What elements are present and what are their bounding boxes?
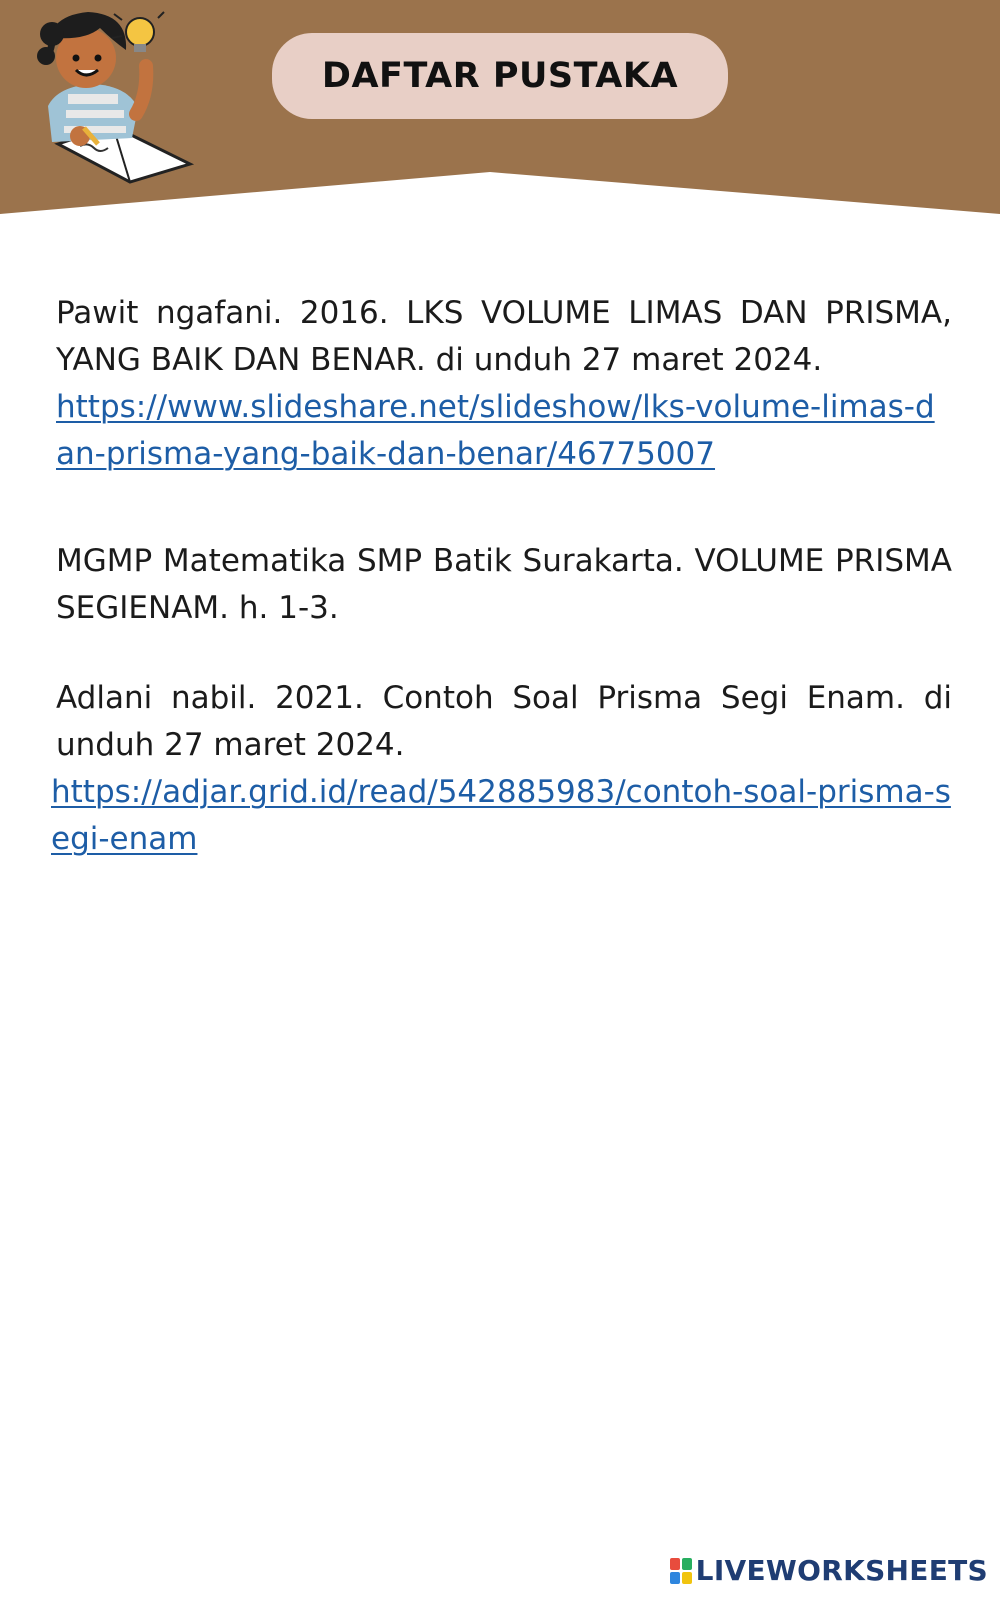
liveworksheets-brand: [670, 1554, 988, 1587]
brand-name: LIVEWORKSHEETS: [695, 1554, 988, 1587]
reference-text: MGMP Matematika SMP Batik Surakarta. VOLUME PRISMA SEGIENAM. h. 1-3.: [56, 543, 952, 626]
student-illustration-icon: [18, 6, 196, 184]
liveworksheets-logo-icon: [670, 1558, 692, 1584]
header-banner: [0, 0, 1000, 230]
title-badge: [272, 33, 728, 119]
reference-item-2: [56, 538, 952, 632]
reference-link[interactable]: https://adjar.grid.id/read/542885983/contoh-soal-prisma-segi-enam: [51, 774, 951, 857]
reference-item-1: [56, 290, 952, 478]
reference-item-3: [51, 675, 952, 863]
reference-link[interactable]: https://www.slideshare.net/slideshow/lks-volume-limas-dan-prisma-yang-baik-dan-benar/46775007: [56, 389, 935, 472]
page-title: DAFTAR PUSTAKA: [321, 56, 679, 96]
reference-text: Adlani nabil. 2021. Contoh Soal Prisma Segi Enam. di unduh 27 maret 2024.: [56, 680, 952, 763]
reference-text: Pawit ngafani. 2016. LKS VOLUME LIMAS DAN PRISMA, YANG BAIK DAN BENAR. di unduh 27 maret 2024.: [56, 295, 952, 378]
